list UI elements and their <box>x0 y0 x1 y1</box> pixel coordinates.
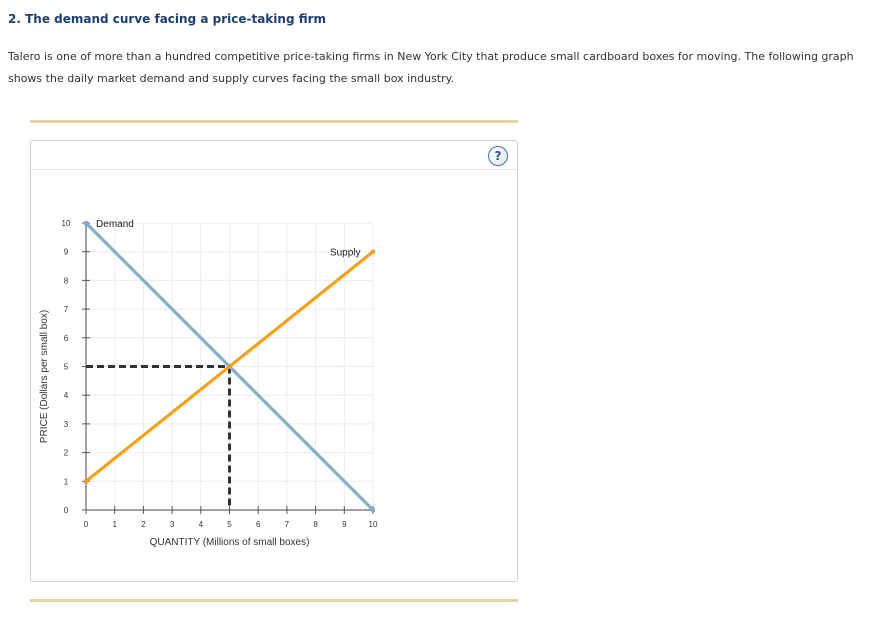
help-icon[interactable]: ? <box>488 146 508 166</box>
question-title: 2. The demand curve facing a price-taking firm <box>8 12 327 26</box>
y-tick-label: 4 <box>63 391 69 401</box>
y-tick-label: 3 <box>63 419 69 429</box>
y-tick-label: 9 <box>63 247 69 257</box>
x-tick-label: 4 <box>198 520 204 529</box>
demand-label: Demand <box>96 219 134 230</box>
x-tick-label: 0 <box>83 520 89 529</box>
y-tick-label: 7 <box>63 305 69 315</box>
y-axis-title: PRICE (Dollars per small box) <box>39 309 50 444</box>
x-tick-label: 2 <box>141 520 146 529</box>
x-tick-label: 3 <box>169 520 175 529</box>
x-tick-label: 10 <box>368 520 378 529</box>
x-tick-label: 5 <box>227 520 232 529</box>
question-intro: Talero is one of more than a hundred competitive price-taking firms in New York City that produce small cardboard boxes for moving. The following graph shows the daily market demand and supply curves facing the small box industry. <box>8 50 854 85</box>
bottom-divider <box>30 599 518 602</box>
x-tick-label: 1 <box>112 520 117 529</box>
y-tick-label: 6 <box>63 333 69 343</box>
panel-header-divider <box>31 169 517 170</box>
x-axis-title: QUANTITY (Millions of small boxes) <box>149 537 310 548</box>
y-tick-label: 2 <box>63 448 69 458</box>
y-tick-label: 0 <box>63 506 69 515</box>
y-tick-label: 1 <box>63 477 69 487</box>
supply-label: Supply <box>329 247 361 259</box>
x-tick-label: 8 <box>313 520 318 529</box>
y-tick-label: 8 <box>63 276 69 286</box>
graph-panel <box>30 140 518 582</box>
y-tick-label: 10 <box>61 219 71 228</box>
top-divider <box>30 120 518 123</box>
y-tick-label: 5 <box>63 362 69 372</box>
x-tick-label: 9 <box>342 520 347 529</box>
x-tick-label: 7 <box>284 520 290 529</box>
x-tick-label: 6 <box>255 520 261 529</box>
